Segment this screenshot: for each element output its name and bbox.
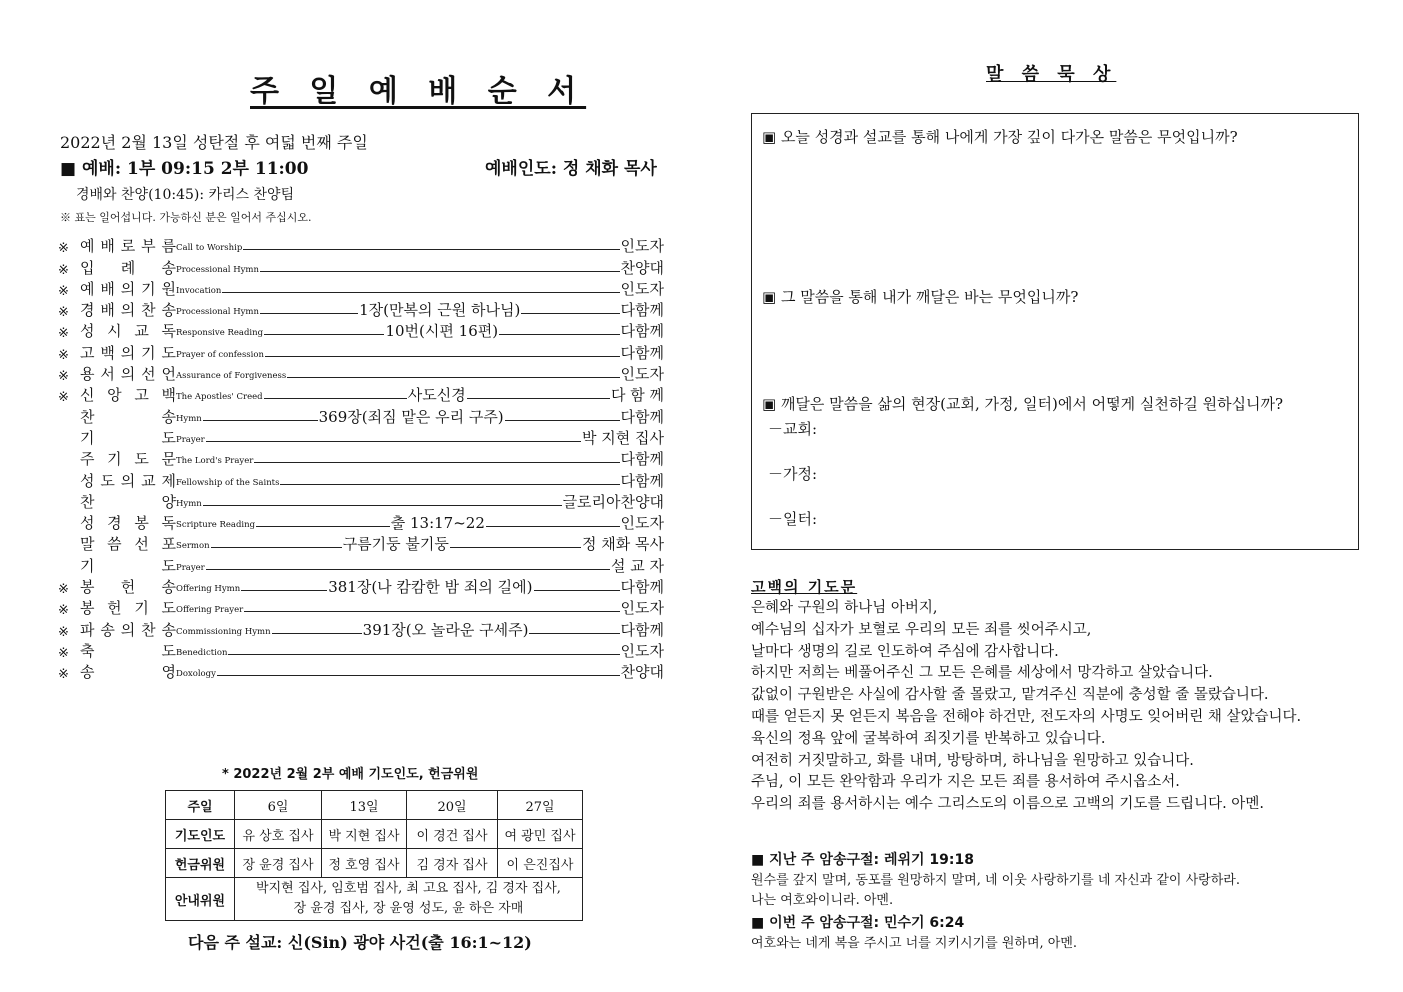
order-name-char: 찬 [141, 301, 156, 320]
worship-order-item [58, 320, 664, 341]
table-header-cell: 주일 [166, 791, 235, 820]
meditation-question-2: ▣ 그 말씀을 통해 내가 깨달은 바는 무엇입니까? [762, 288, 1079, 306]
table-cell: 유 상호 집사 [235, 820, 322, 849]
home-label: －가정: [768, 465, 818, 483]
order-performer: 다 함 께 [610, 386, 664, 405]
order-name-char: 찬 [80, 407, 95, 426]
order-name [80, 427, 176, 448]
order-name-char: 씀 [107, 535, 122, 554]
order-name [80, 512, 176, 533]
order-performer: 인도자 [620, 279, 664, 298]
leader-line [265, 356, 620, 357]
order-detail: 10번(시편 16편) [385, 322, 499, 341]
worship-order-item [58, 661, 664, 682]
order-detail: 구름기둥 불기둥 [342, 535, 449, 554]
leader-line [217, 675, 620, 676]
order-name-char: 배 [100, 279, 115, 298]
order-name-char: 교 [134, 322, 149, 341]
order-name-char: 찬 [80, 492, 95, 511]
order-performer: 인도자 [620, 514, 664, 533]
order-name-char: 봉 [134, 514, 149, 533]
stand-mark: ※ [58, 603, 69, 619]
leader-line [254, 462, 619, 463]
worship-order-item [58, 427, 664, 448]
leader-line [486, 526, 620, 527]
stand-mark: ※ [58, 241, 69, 257]
order-english-name: Assurance of Forgiveness [176, 371, 287, 382]
confession-line: 날마다 생명의 길로 인도하여 주심에 감사합니다. [751, 643, 1059, 660]
order-english-name: Offering Prayer [176, 605, 244, 616]
duty-table-caption: * 2022년 2월 2부 예배 기도인도, 헌금위원 [222, 767, 479, 782]
order-name-char: 원 [161, 279, 176, 298]
order-name-char: 도 [100, 471, 115, 490]
order-name-char: 의 [120, 279, 136, 298]
order-name [80, 257, 176, 278]
worship-order-item [58, 576, 664, 597]
order-detail: 사도신경 [407, 386, 466, 405]
order-name [80, 491, 176, 512]
table-header-cell: 20일 [407, 791, 498, 820]
order-name-char: 헌 [120, 578, 136, 597]
order-name-char: 송 [161, 407, 176, 426]
order-name-char: 의 [120, 343, 136, 362]
table-cell: 정 호영 집사 [322, 849, 407, 878]
order-name-char: 경 [107, 514, 122, 533]
order-name-char: 축 [80, 641, 95, 660]
leader-line [467, 398, 610, 399]
leader-line [228, 654, 619, 655]
order-performer: 다함께 [620, 450, 664, 469]
leader-line [264, 398, 407, 399]
stand-mark: ※ [58, 305, 69, 321]
order-performer: 인도자 [620, 599, 664, 618]
worship-order-item [58, 618, 664, 639]
order-name-char: 의 [120, 620, 136, 639]
order-name-char: 제 [161, 471, 176, 490]
meditation-title: 말 씀 묵 상 [986, 64, 1117, 85]
leader-line [206, 569, 610, 570]
order-name-char: 례 [120, 258, 136, 277]
table-cell: 김 경자 집사 [407, 849, 498, 878]
order-name-char: 배 [100, 301, 115, 320]
order-name [80, 320, 176, 341]
stand-mark: ※ [58, 262, 69, 278]
order-name-char: 파 [80, 620, 95, 639]
table-row [166, 849, 583, 878]
worship-order-item [58, 512, 664, 533]
order-performer: 글로리아찬양대 [562, 492, 664, 511]
order-detail: 391장(오 놀라운 구세주) [362, 620, 529, 639]
worship-order-item [58, 299, 664, 320]
usher-line: 장 윤경 집사, 장 윤영 성도, 윤 하은 자매 [293, 901, 524, 916]
order-name-char: 시 [107, 322, 122, 341]
order-name-char: 고 [80, 343, 95, 362]
confession-line: 하지만 저희는 베풀어주신 그 모든 은혜를 세상에서 망각하고 살았습니다. [751, 665, 1213, 682]
order-name-char: 도 [134, 450, 149, 469]
order-english-name: Prayer of confession [176, 349, 264, 360]
leader-line [287, 377, 619, 378]
leader-line [521, 313, 619, 314]
order-name-char: 의 [120, 301, 136, 320]
order-english-name: Hymn [176, 413, 202, 424]
order-performer: 인도자 [620, 641, 664, 660]
worship-order-item [58, 363, 664, 384]
order-performer: 다함께 [620, 578, 665, 597]
order-english-name: Offering Hymn [176, 584, 241, 595]
order-name [80, 661, 176, 682]
order-name-char: 포 [161, 535, 176, 554]
praise-info: 경배와 찬양(10:45): 카리스 찬양팀 [76, 187, 295, 203]
leader-line [264, 334, 384, 335]
order-name-char: 기 [80, 556, 95, 575]
worship-order-item [58, 554, 664, 575]
order-name [80, 533, 176, 554]
order-name-char: 기 [80, 428, 95, 447]
last-week-verse-heading: ■ 지난 주 암송구절: 레위기 19:18 [751, 852, 974, 868]
worship-order-item [58, 235, 664, 256]
order-name [80, 278, 176, 299]
order-english-name: Doxology [176, 669, 216, 680]
order-name-char: 봉 [80, 578, 95, 597]
table-row [166, 878, 583, 921]
leader-line [260, 271, 620, 272]
order-name-char: 찬 [141, 620, 156, 639]
order-name-char: 앙 [107, 386, 122, 405]
order-detail: 369장(죄짐 맡은 우리 구주) [318, 407, 504, 426]
order-name-char: 부 [141, 237, 156, 256]
leader-line [222, 292, 619, 293]
worship-order-item [58, 278, 664, 299]
order-name-char: 성 [80, 471, 95, 490]
order-performer: 다함께 [620, 322, 665, 341]
order-name-char: 도 [161, 556, 176, 575]
order-english-name: Fellowship of the Saints [176, 477, 280, 488]
order-name [80, 597, 176, 618]
confession-line: 주님, 이 모든 완악함과 우리가 지은 모든 죄를 용서하여 주시옵소서. [751, 774, 1180, 791]
stand-mark: ※ [58, 347, 69, 363]
stand-mark: ※ [58, 667, 69, 683]
confession-line: 예수님의 십자가 보혈로 우리의 모든 죄를 씻어주시고, [751, 621, 1092, 638]
order-name-char: 서 [100, 365, 115, 384]
order-name-char: 송 [161, 620, 176, 639]
worship-order-item [58, 448, 664, 469]
order-name [80, 555, 176, 576]
confession-line: 우리의 죄를 용서하시는 예수 그리스도의 이름으로 고백의 기도를 드립니다. 아멘. [751, 796, 1264, 813]
worship-order-item [58, 341, 664, 362]
order-name [80, 576, 176, 597]
order-name-char: 선 [134, 535, 149, 554]
order-english-name: Scripture Reading [176, 520, 256, 531]
order-name-char: 용 [80, 365, 95, 384]
order-name-char: 배 [100, 237, 115, 256]
table-row [166, 791, 583, 820]
order-english-name: Processional Hymn [176, 307, 259, 318]
order-name-char: 독 [161, 322, 176, 341]
usher-cell [235, 878, 583, 921]
order-performer: 다함께 [620, 343, 664, 362]
leader-line [499, 334, 619, 335]
confession-title: 고백의 기도문 [751, 578, 858, 596]
order-english-name: Benediction [176, 647, 228, 658]
order-name-char: 백 [100, 343, 115, 362]
leader-line [244, 611, 619, 612]
order-english-name: The Apostles' Creed [176, 392, 263, 403]
confession-line: 여전히 거짓말하고, 화를 내며, 방탕하며, 하나님을 원망하고 있습니다. [751, 752, 1194, 769]
order-performer: 찬양대 [620, 663, 664, 682]
usher-line: 박지현 집사, 임호범 집사, 최 고요 집사, 김 경자 집사, [256, 881, 561, 896]
order-name-char: 예 [80, 279, 95, 298]
order-performer: 인도자 [620, 365, 664, 384]
order-name-char: 름 [161, 237, 176, 256]
order-name [80, 384, 176, 405]
stand-mark: ※ [58, 283, 69, 299]
stand-mark: ※ [58, 582, 69, 598]
order-name-char: 기 [134, 599, 149, 618]
leader-line [529, 633, 619, 634]
order-english-name: Call to Worship [176, 243, 243, 254]
order-name-char: 신 [80, 386, 95, 405]
order-name-char: 송 [161, 301, 176, 320]
worship-order-item [58, 405, 664, 426]
order-name-char: 독 [161, 514, 176, 533]
service-times: ■ 예배: 1부 09:15 2부 11:00 [60, 159, 309, 179]
duty-table [165, 790, 583, 921]
order-name-char: 기 [107, 450, 122, 469]
order-name-char: 문 [161, 450, 176, 469]
worship-order-item [58, 384, 664, 405]
order-name-char: 성 [80, 514, 95, 533]
leader-line [272, 633, 362, 634]
order-english-name: Invocation [176, 285, 222, 296]
table-cell: 이 은진집사 [498, 849, 583, 878]
worship-order-item [58, 491, 664, 512]
order-name-char: 주 [80, 450, 95, 469]
order-name-char: 로 [120, 237, 136, 256]
order-name-char: 고 [134, 386, 149, 405]
worship-order-item [58, 597, 664, 618]
order-english-name: Prayer [176, 562, 205, 573]
table-row [166, 820, 583, 849]
worship-leader: 예배인도: 정 채화 목사 [485, 159, 657, 179]
table-row-label: 헌금위원 [166, 849, 235, 878]
order-name-char: 송 [80, 663, 95, 682]
order-performer: 찬양대 [620, 258, 664, 277]
order-name-char: 입 [80, 258, 95, 277]
order-name-char: 의 [120, 471, 136, 490]
date-line: 2022년 2월 13일 성탄절 후 여덟 번째 주일 [60, 133, 368, 152]
order-name [80, 619, 176, 640]
order-name-char: 교 [141, 471, 156, 490]
leader-line [505, 420, 620, 421]
last-week-verse-text: 나는 여호와이니라. 아멘. [751, 893, 894, 908]
order-name-char: 예 [80, 237, 95, 256]
order-name-char: 영 [161, 663, 176, 682]
order-name [80, 342, 176, 363]
order-name [80, 299, 176, 320]
order-name [80, 363, 176, 384]
order-performer: 다함께 [620, 301, 664, 320]
meditation-question-1: ▣ 오늘 성경과 설교를 통해 나에게 가장 깊이 다가온 말씀은 무엇입니까? [762, 128, 1238, 146]
order-performer: 인도자 [620, 237, 664, 256]
meditation-question-3: ▣ 깨달은 말씀을 삶의 현장(교회, 가정, 일터)에서 어떻게 실천하길 원하십니까? [762, 395, 1284, 413]
leader-line [256, 526, 390, 527]
order-performer: 박 지현 집사 [582, 428, 664, 447]
order-detail: 1장(만복의 근원 하나님) [359, 301, 521, 320]
order-name [80, 448, 176, 469]
table-header-cell: 6일 [235, 791, 322, 820]
stand-note: ※ 표는 일어섭니다. 가능하신 분은 일어서 주십시오. [60, 211, 312, 224]
next-week-sermon: 다음 주 설교: 신(Sin) 광야 사건(출 16:1~12) [188, 933, 532, 952]
order-english-name: Processional Hymn [176, 264, 259, 275]
leader-line [280, 484, 619, 485]
order-english-name: The Lord's Prayer [176, 456, 254, 467]
worship-order-item [58, 533, 664, 554]
order-name-char: 양 [161, 492, 176, 511]
leader-line [203, 420, 318, 421]
order-name-char: 도 [161, 641, 176, 660]
work-label: －일터: [768, 510, 818, 528]
order-performer: 설 교 자 [610, 556, 664, 575]
order-performer: 다함께 [620, 471, 664, 490]
order-name-char: 경 [80, 301, 95, 320]
order-name [80, 235, 176, 256]
order-name-char: 도 [161, 599, 176, 618]
order-performer: 다함께 [620, 407, 665, 426]
order-name-char: 도 [161, 428, 176, 447]
table-row-label: 안내위원 [166, 878, 235, 921]
confession-line: 때를 얻든지 못 얻든지 복음을 전해야 하건만, 전도자의 사명도 잊어버린 채 살았습니다. [751, 708, 1302, 725]
order-performer: 정 채화 목사 [582, 535, 664, 554]
order-name [80, 470, 176, 491]
leader-line [243, 249, 619, 250]
order-name-char: 기 [141, 343, 156, 362]
order-name-char: 언 [161, 365, 176, 384]
table-header-cell: 27일 [498, 791, 583, 820]
table-header-cell: 13일 [322, 791, 407, 820]
order-performer: 다함께 [620, 620, 664, 639]
order-name-char: 송 [161, 578, 176, 597]
order-name-char: 도 [161, 343, 176, 362]
table-cell: 박 지현 집사 [322, 820, 407, 849]
order-name-char: 봉 [80, 599, 95, 618]
order-detail: 출 13:17~22 [390, 514, 485, 533]
order-english-name: Commissioning Hymn [176, 626, 271, 637]
meditation-box [751, 113, 1359, 550]
leader-line [534, 590, 620, 591]
confession-line: 육신의 정욕 앞에 굴복하여 죄짓기를 반복하고 있습니다. [751, 730, 1106, 747]
order-name-char: 헌 [107, 599, 122, 618]
stand-mark: ※ [58, 645, 69, 661]
confession-line: 값없이 구원받은 사실에 감사할 줄 몰랐고, 맡겨주신 직분에 충성할 줄 몰랐습니다. [751, 687, 1269, 704]
bulletin-title: 주 일 예 배 순 서 [250, 74, 587, 109]
worship-order-list [58, 235, 664, 682]
order-name-char: 선 [141, 365, 156, 384]
order-name-char: 성 [80, 322, 95, 341]
this-week-verse-heading: ■ 이번 주 암송구절: 민수기 6:24 [751, 915, 965, 931]
worship-order-item [58, 256, 664, 277]
church-label: －교회: [768, 420, 818, 438]
table-cell: 장 윤경 집사 [235, 849, 322, 878]
leader-line [241, 590, 327, 591]
leader-line [260, 313, 358, 314]
table-cell: 여 광민 집사 [498, 820, 583, 849]
stand-mark: ※ [58, 390, 69, 406]
confession-line: 은혜와 구원의 하나님 아버지, [751, 600, 938, 616]
order-english-name: Prayer [176, 434, 205, 445]
last-week-verse-text: 원수를 갚지 말며, 동포를 원망하지 말며, 네 이웃 사랑하기를 네 자신과 같이 사랑하라. [751, 873, 1240, 888]
leader-line [211, 547, 342, 548]
leader-line [206, 441, 581, 442]
stand-mark: ※ [58, 369, 69, 385]
order-name-char: 송 [100, 620, 115, 639]
order-name-char: 의 [120, 365, 136, 384]
worship-order-item [58, 469, 664, 490]
stand-mark: ※ [58, 326, 69, 342]
worship-order-item [58, 640, 664, 661]
order-name-char: 말 [80, 535, 95, 554]
confession-prayer [751, 598, 1301, 816]
table-cell: 이 경건 집사 [407, 820, 498, 849]
order-name [80, 640, 176, 661]
leader-line [203, 505, 562, 506]
order-detail: 381장(나 캄캄한 밤 죄의 길에) [328, 578, 533, 597]
order-english-name: Hymn [176, 498, 202, 509]
stand-mark: ※ [58, 624, 69, 640]
order-name-char: 백 [161, 386, 176, 405]
order-english-name: Sermon [176, 541, 210, 552]
this-week-verse-text: 여호와는 네게 복을 주시고 너를 지키시기를 원하며, 아멘. [751, 936, 1078, 951]
order-name-char: 기 [141, 279, 156, 298]
order-name-char: 송 [161, 258, 176, 277]
order-english-name: Responsive Reading [176, 328, 264, 339]
leader-line [450, 547, 581, 548]
table-row-label: 기도인도 [166, 820, 235, 849]
order-name [80, 406, 176, 427]
